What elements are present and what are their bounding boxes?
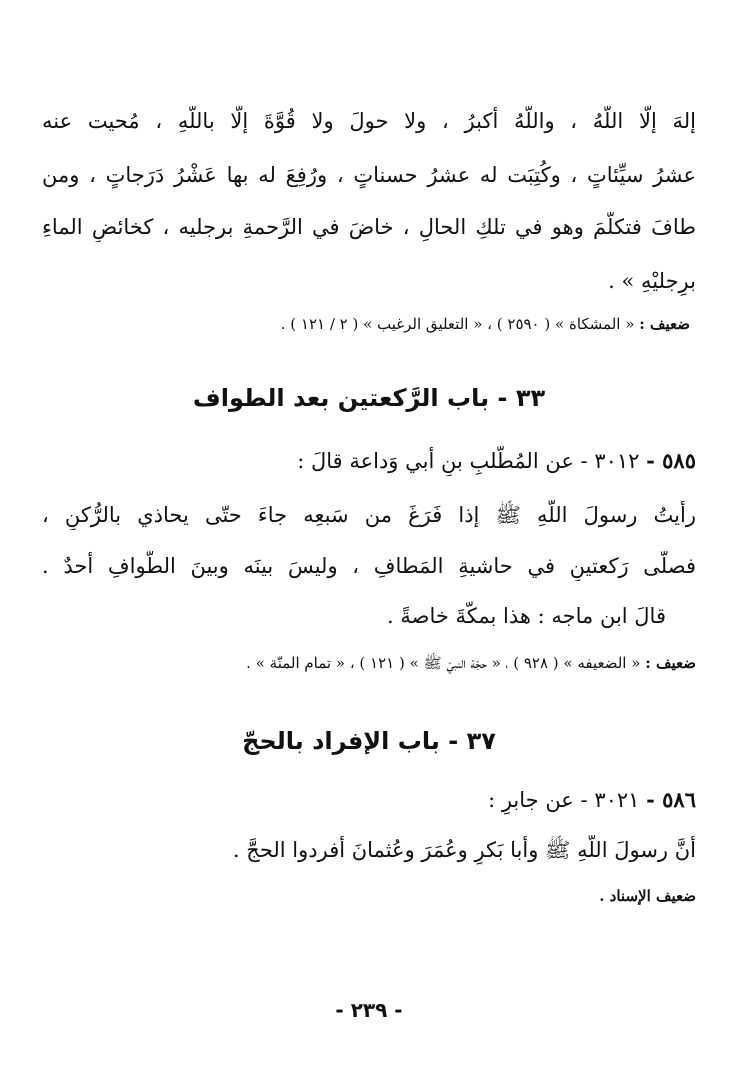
text-line: طافَ فتكلَّمَ وهو في تلكِ الحالِ ، خاضَ في الرَّحمةِ برجليه ، كخائضِ الماءِ xyxy=(42,215,696,239)
text-line: رأيتُ رسولَ اللّهِ ﷺ إذا فَرَغَ من سَبعِه جاءَ حتّى يحاذي بالرُّكنِ ، xyxy=(42,503,696,527)
chapter-title: باب الرَّكعتين بعد الطواف xyxy=(192,384,490,412)
hadith-header xyxy=(42,785,696,815)
chapter-heading xyxy=(42,724,696,758)
grading-line: ضعيف الإسناد . xyxy=(599,887,696,905)
grading-label: ضعيف : xyxy=(645,654,696,672)
hadith-header xyxy=(42,446,696,476)
grading-line xyxy=(42,652,696,674)
hadith-number: ٥٨٦ - xyxy=(646,787,696,812)
text-line: إلهَ إلّا اللّهُ ، واللّهُ أكبرُ ، ولا حولَ ولا قُوَّةَ إلّا باللّهِ ، مُحيت عنه xyxy=(42,109,696,133)
grading-text: « الضعيفه » ( ٩٢٨ ) ، « حجّة النبيّ ﷺ » ( ١٢١ ) ، « تمام المنّة » . xyxy=(246,654,641,672)
grading-label: ضعيف : xyxy=(639,315,690,333)
hadith-narrator: عن المُطَّلبِ بنِ أبي وَداعة قالَ : xyxy=(297,449,574,473)
page-number: - ٢٣٩ - xyxy=(335,998,403,1022)
hadith-sub-number: ٣٠١٢ - xyxy=(580,449,640,473)
text-line: فصلّى رَكعتينِ في حاشيةِ المَطافِ ، وليسَ بينَه وبينَ الطَّوافِ أحدٌ . xyxy=(42,554,696,578)
hadith-sub-number: ٣٠٢١ - xyxy=(580,788,640,812)
grading-text: « المشكاة » ( ٢٥٩٠ ) ، « التعليق الرغيب » ( ٢ / ١٢١ ) . xyxy=(280,315,635,333)
text-line: برِجليْهِ » . xyxy=(608,269,696,293)
chapter-heading xyxy=(42,381,696,415)
hadith-number: ٥٨٥ - xyxy=(646,448,696,473)
chapter-number: ٣٣ - xyxy=(497,384,546,412)
hadith-narrator: عن جابرٍ : xyxy=(488,788,574,812)
text-line: عشرُ سيِّئاتٍ ، وكُتِبَت له عشرُ حسناتٍ ، ورُفِعَ له بها عَشْرُ دَرَجاتٍ ، ومن xyxy=(42,163,696,187)
text-line: أنَّ رسولَ اللّهِ ﷺ وأبا بَكرٍ وعُمَرَ وعُثمانَ أفردوا الحجَّ . xyxy=(232,838,696,862)
text-line: قالَ ابن ماجه : هذا بمكَّةَ خاصةً . xyxy=(387,604,666,628)
chapter-title: باب الإفراد بالحجّ xyxy=(242,727,440,755)
chapter-number: ٣٧ - xyxy=(448,727,496,755)
grading-line xyxy=(42,313,690,335)
